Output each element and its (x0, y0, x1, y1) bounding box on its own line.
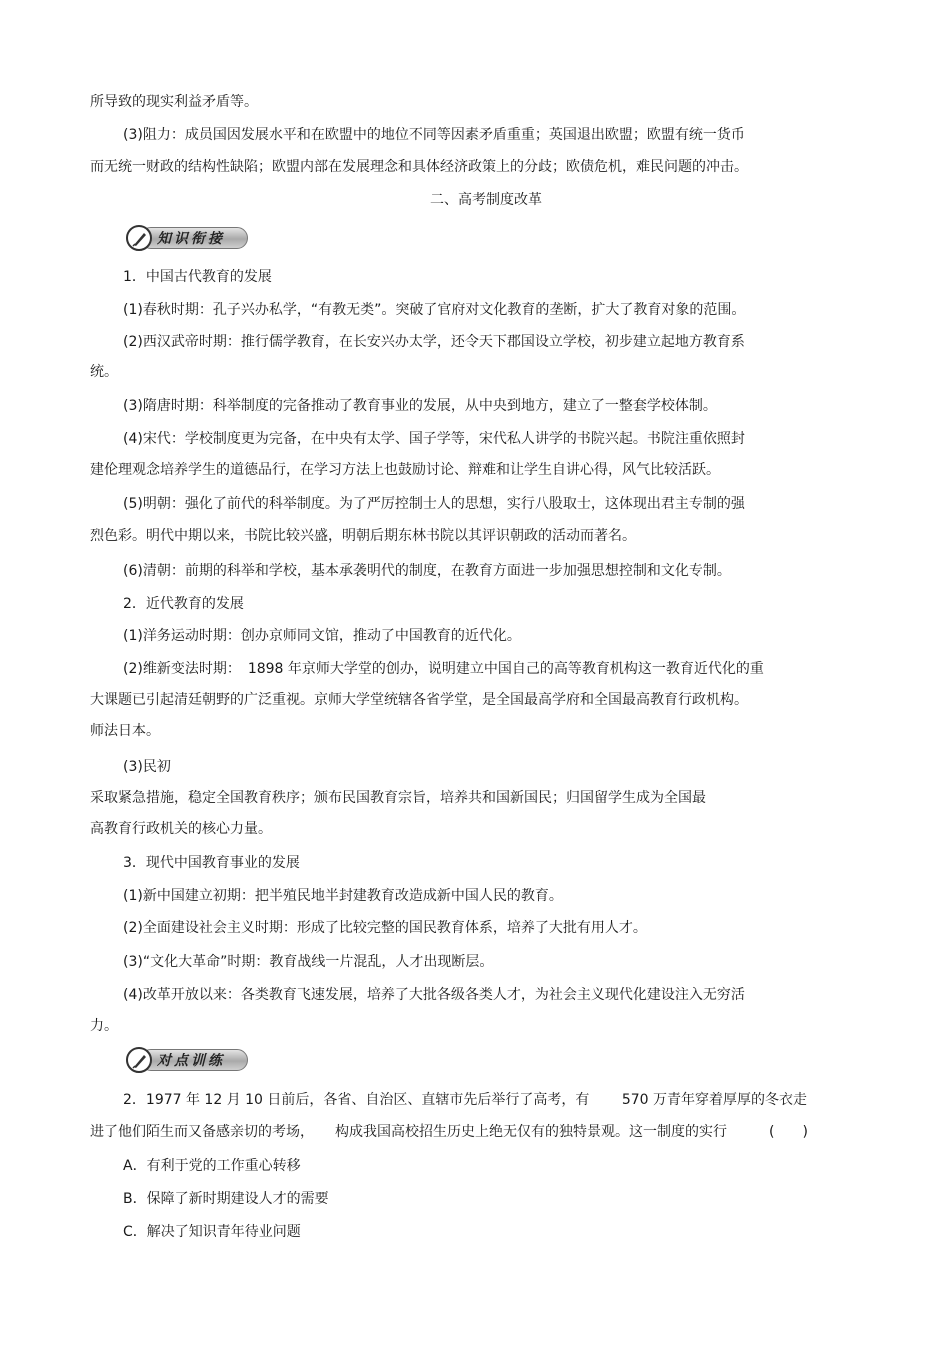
question-stem: 进了他们陌生而又备感亲切的考场， 构成我国高校招生历史上绝无仅有的独特景观。这一制度的实行 ( ) (90, 1124, 808, 1140)
text-line: (3)民初 (123, 759, 171, 775)
badge-practice (126, 1047, 248, 1073)
section-heading: 二、高考制度改革 (430, 192, 542, 208)
text-line: 大课题已引起清廷朝野的广泛重视。京师大学堂统辖各省学堂，是全国最高学府和全国最高教育行政机构。 (90, 692, 748, 708)
text-line: (1)洋务运动时期：创办京师同文馆，推动了中国教育的近代化。 (123, 628, 521, 644)
pen-icon (126, 225, 152, 251)
subheading: 3．现代中国教育事业的发展 (123, 855, 300, 871)
text-line: (5)明朝：强化了前代的科举制度。为了严厉控制士人的思想，实行八股取士，这体现出君主专制的强 (123, 496, 745, 512)
text-line: 采取紧急措施，稳定全国教育秩序；颁布民国教育宗旨，培养共和国新国民；归国留学生成为全国最 (90, 790, 706, 806)
text-line: (2)全面建设社会主义时期：形成了比较完整的国民教育体系，培养了大批有用人才。 (123, 920, 647, 936)
text-line: (3)“文化大革命”时期：教育战线一片混乱，人才出现断层。 (123, 954, 494, 970)
text-line: 统。 (90, 364, 118, 380)
pen-icon (126, 1047, 152, 1073)
option-b: B．保障了新时期建设人才的需要 (123, 1191, 329, 1207)
text-line: (1)春秋时期：孔子兴办私学，“有教无类”。突破了官府对文化教育的垄断，扩大了教育对象的范围。 (123, 302, 746, 318)
text-line: (1)新中国建立初期：把半殖民地半封建教育改造成新中国人民的教育。 (123, 888, 563, 904)
text-line: (4)改革开放以来：各类教育飞速发展，培养了大批各级各类人才，为社会主义现代化建设注入无穷活 (123, 987, 745, 1003)
text-line: (4)宋代：学校制度更为完备，在中央有太学、国子学等，宋代私人讲学的书院兴起。书院注重依照封 (123, 431, 745, 447)
badge-label: 对点训练 (157, 1053, 225, 1069)
text-line: 师法日本。 (90, 723, 160, 739)
text-line: 建伦理观念培养学生的道德品行，在学习方法上也鼓励讨论、辩难和让学生自讲心得，风气比较活跃。 (90, 462, 720, 478)
option-a: A．有利于党的工作重心转移 (123, 1158, 301, 1174)
text-line: 而无统一财政的结构性缺陷；欧盟内部在发展理念和具体经济政策上的分歧；欧债危机，难民问题的冲击。 (90, 159, 748, 175)
text-line: 高教育行政机关的核心力量。 (90, 821, 272, 837)
text-line: (3)隋唐时期：科举制度的完备推动了教育事业的发展，从中央到地方，建立了一整套学校体制。 (123, 398, 717, 414)
text-line: 力。 (90, 1018, 118, 1034)
option-c: C．解决了知识青年待业问题 (123, 1224, 301, 1240)
subheading: 2．近代教育的发展 (123, 596, 244, 612)
text-line: 烈色彩。明代中期以来，书院比较兴盛，明朝后期东林书院以其评识朝政的活动而著名。 (90, 528, 636, 544)
badge-label: 知识衔接 (157, 231, 225, 247)
text-line: (2)维新变法时期： 1898 年京师大学堂的创办，说明建立中国自己的高等教育机构这一教育近代化的重 (123, 661, 764, 677)
text-line: (6)清朝：前期的科举和学校，基本承袭明代的制度，在教育方面进一步加强思想控制和文化专制。 (123, 563, 731, 579)
text-line: 所导致的现实利益矛盾等。 (90, 94, 258, 110)
subheading: 1．中国古代教育的发展 (123, 269, 272, 285)
text-line: (3)阻力：成员国因发展水平和在欧盟中的地位不同等因素矛盾重重；英国退出欧盟；欧盟有统一货币 (123, 127, 745, 143)
badge-knowledge (126, 225, 248, 251)
text-line: (2)西汉武帝时期：推行儒学教育，在长安兴办太学，还令天下郡国设立学校，初步建立起地方教育系 (123, 334, 745, 350)
question-stem: 2．1977 年 12 月 10 日前后，各省、自治区、直辖市先后举行了高考，有 570 万青年穿着厚厚的冬衣走 (123, 1092, 808, 1108)
